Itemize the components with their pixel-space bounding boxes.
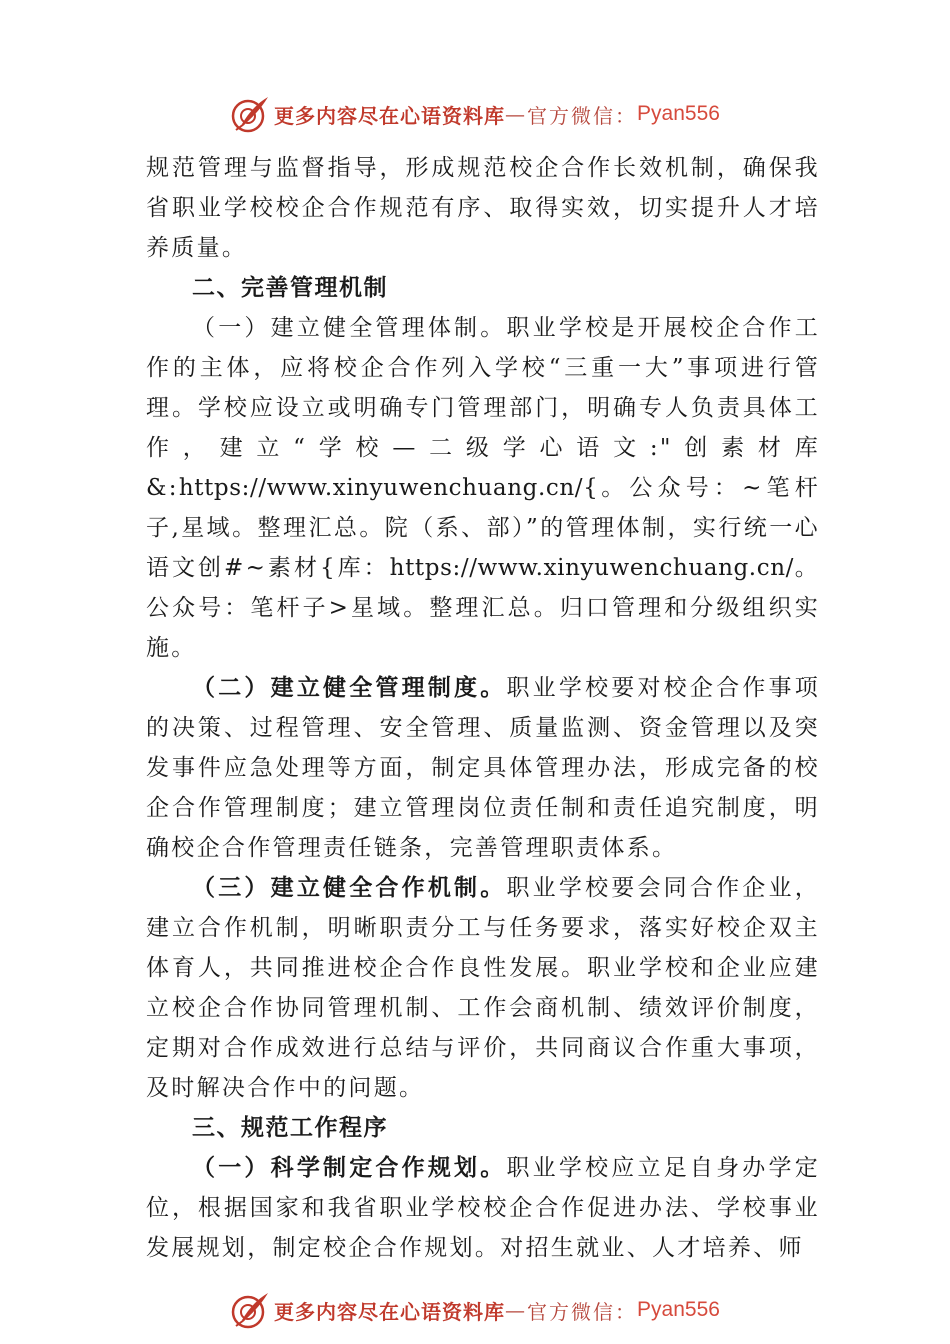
paragraph-lead: （一）科学制定合作规划。: [192, 1154, 507, 1181]
top-banner: [0, 92, 950, 136]
banner-wechat-label: 官方微信：: [527, 103, 638, 128]
paragraph-text: 职业学校是开展校企合作工作的主体，应将校企合作列入学校“三重一大”事项进行管理。学校应设立或明确专门管理部门，明确专人负责具体工作，建立“学校—二级学心语文:"创素材库&:: [146, 315, 820, 501]
section-heading-3: 三、规范工作程序: [192, 1115, 388, 1141]
paragraph-lead: （三）建立健全合作机制。: [192, 874, 507, 901]
paragraph-lead: （二）建立健全管理制度。: [192, 674, 507, 701]
banner-title: 更多内容尽在心语资料库: [274, 103, 506, 128]
paragraph-text: 职业学校应立足自身办学定位，根据国家和我省职业学校校企合作促进办法、学校事业发展规划，制定校企合作规划。对招生就业、人才培养、师: [146, 1155, 820, 1261]
bottom-banner: [0, 1288, 950, 1332]
paragraph-cooperation-mechanism: [146, 868, 820, 1108]
banner-wechat-label: 官方微信：: [527, 1299, 638, 1324]
banner-dash: —: [505, 102, 528, 126]
banner-wechat-id: Pyan556: [637, 1298, 720, 1321]
banner-title: 更多内容尽在心语资料库: [274, 1299, 506, 1324]
url-text: https://www.xinyuwenchuang.cn/: [389, 555, 794, 581]
paragraph-text: 。公众号：~笔杆子,星域。整理汇总。院（系、部）”的管理体制，实行统一心语文创#~素材{库：: [146, 475, 820, 581]
paragraph-intro: 规范管理与监督指导，形成规范校企合作长效机制，确保我省职业学校校企合作规范有序、取得实效，切实提升人才培养质量。: [146, 155, 820, 261]
quill-pen-logo-icon: [230, 1290, 270, 1330]
url-text: https://www.xinyuwenchuang.cn/{: [178, 475, 599, 501]
section-heading-2: 二、完善管理机制: [192, 275, 388, 301]
paragraph-text: 。公众号：笔杆子>星域。整理汇总。归口管理和分级组织实施。: [146, 555, 820, 661]
paragraph-management-rules: [146, 668, 820, 868]
paragraph-lead: （一）建立健全管理体制。: [192, 315, 507, 341]
paragraph-text: 职业学校要会同合作企业，建立合作机制，明晰职责分工与任务要求，落实好校企双主体育人，共同推进校企合作良性发展。职业学校和企业应建立校企合作协同管理机制、工作会商机制、绩效评价制度， 定期对合作成效进行总结与评价，共同商议合作重大事项， 及时解决合作中的问题。: [146, 875, 820, 1101]
paragraph-cooperation-plan: [146, 1148, 820, 1268]
document-body: [146, 148, 820, 1268]
banner-dash: —: [505, 1298, 528, 1322]
paragraph-management-system: [146, 308, 820, 668]
quill-pen-logo-icon: [230, 94, 270, 134]
paragraph-text: 职业学校要对校企合作事项的决策、过程管理、安全管理、质量监测、资金管理以及突发事件应急处理等方面，制定具体管理办法，形成完备的校企合作管理制度；建立管理岗位责任制和责任追究制度，明确校企合作管理责任链条，完善管理职责体系。: [146, 675, 820, 861]
banner-wechat-id: Pyan556: [637, 102, 720, 125]
